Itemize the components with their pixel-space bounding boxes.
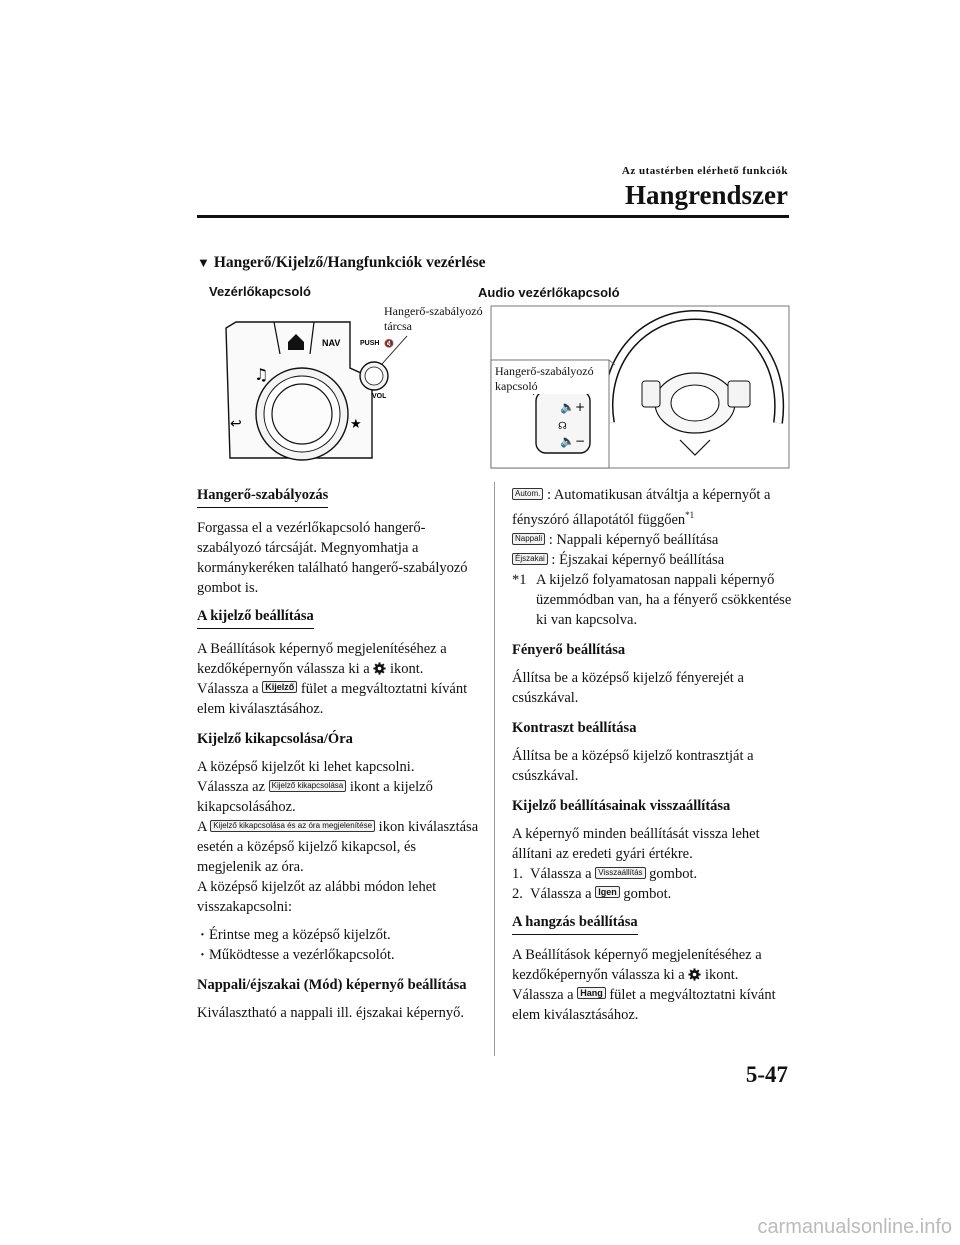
footnote-mark: *1 — [512, 571, 527, 588]
knob-nav-label: NAV — [322, 338, 341, 348]
volume-up-icon: 🔈+ — [560, 400, 585, 414]
page-number: 5-47 — [745, 1062, 788, 1087]
callout-switch-line1: Hangerő-szabályozó — [495, 364, 594, 378]
text: gombot. — [649, 865, 698, 882]
sound-tab-button[interactable]: Hang — [577, 987, 606, 999]
callout-dial-line2: tárcsa — [384, 319, 412, 333]
paragraph-day-night: Kiválasztható a nappali ill. éjszakai képernyő. — [197, 1005, 464, 1021]
text: Válassza a — [512, 986, 574, 1003]
header-section-label: Az utastérben elérhető funkciók — [621, 165, 788, 177]
text: ikon kiválasztása esetén a középső kijelző kikapcsol, és megjelenik az óra. — [197, 819, 479, 875]
column-divider — [494, 482, 495, 1056]
text: : Éjszakai képernyő beállítása — [551, 551, 725, 568]
callout-volume-switch — [495, 364, 594, 394]
right-column — [512, 485, 794, 1025]
step-number: 2. — [512, 885, 523, 902]
paragraph-display-off — [197, 757, 479, 917]
step-1 — [512, 864, 794, 884]
text: Válassza az — [197, 779, 266, 795]
knob-push-label: PUSH — [360, 340, 380, 347]
knob-vol-label: VOL — [372, 393, 387, 400]
left-column — [197, 485, 479, 1023]
mute-icon: 🔇 — [384, 339, 394, 348]
controller-center — [272, 384, 332, 444]
option-auto — [512, 485, 794, 530]
text: fület a megváltoztatni kívánt elem kiválasztásához. — [197, 681, 468, 717]
heading-reset-display: Kijelző beállításainak visszaállítása — [512, 797, 731, 814]
triangle-down-icon: ▼ — [197, 255, 210, 270]
night-button[interactable]: Éjszakai — [512, 553, 548, 565]
gear-icon — [688, 968, 701, 981]
figure-label-audio-switch: Audio vezérlőkapcsoló — [478, 285, 620, 300]
footnote-text: A kijelző folyamatosan nappali képernyő üzemmódban van, ha a fényerő csökkentése ki van kapcsolva. — [536, 571, 792, 628]
paragraph-brightness: Állítsa be a középső kijelző fényerejét a csúszkával. — [512, 669, 744, 706]
volume-down-icon: 🔈− — [560, 434, 585, 448]
watermark: carmanualsonline.info — [757, 1216, 952, 1238]
heading-contrast: Kontraszt beállítása — [512, 719, 637, 736]
text: ikont a kijelző kikapcsolásához. — [197, 779, 433, 815]
paragraph-display-settings — [197, 639, 479, 719]
bullet-touch-display: · Érintse meg a középső kijelzőt. — [197, 925, 479, 945]
heading-sound-settings: A hangzás beállítása — [512, 912, 638, 935]
step-2 — [512, 884, 794, 904]
text: A középső kijelzőt az alábbi módon lehet visszakapcsolni: — [197, 879, 437, 915]
display-tab-button[interactable]: Kijelző — [262, 681, 297, 693]
music-note-icon: ♫ — [254, 365, 269, 384]
paragraph-reset: A képernyő minden beállítását vissza lehet állítani az eredeti gyári értékre. — [512, 825, 760, 862]
gear-icon — [373, 662, 386, 675]
text: A Beállítások képernyő megjelenítéséhez a kezdőképernyőn válassza ki a — [197, 641, 447, 677]
day-button[interactable]: Nappali — [512, 533, 545, 545]
paragraph-contrast: Állítsa be a középső kijelző kontrasztját a csúszkával. — [512, 747, 754, 784]
step-number: 1. — [512, 865, 523, 882]
heading-day-night-mode: Nappali/éjszakai (Mód) képernyő beállítása — [197, 977, 467, 993]
paragraph-volume: Forgassa el a vezérlőkapcsoló hangerő-szabályozó tárcsáját. Megnyomhatja a kormánykeréken található hangerő-szabályozó gombot is. — [197, 520, 468, 596]
header-title: Hangrendszer — [625, 180, 788, 210]
text: Válassza a — [197, 681, 259, 697]
yes-button[interactable]: Igen — [595, 886, 620, 898]
heading-display-settings: A kijelző beállítása — [197, 606, 314, 629]
paragraph-sound-settings — [512, 945, 794, 1025]
auto-button[interactable]: Autom. — [512, 488, 543, 500]
callout-dial-line1: Hangerő-szabályozó — [384, 304, 483, 318]
text: Válassza a — [530, 865, 592, 882]
reset-button[interactable]: Visszaállítás — [595, 867, 645, 879]
callout-switch-line2: kapcsoló — [495, 379, 538, 393]
section-title — [197, 254, 486, 272]
text: A középső kijelzőt ki lehet kapcsolni. — [197, 759, 415, 775]
text: A Beállítások képernyő megjelenítéséhez a kezdőképernyőn válassza ki a — [512, 946, 762, 983]
text: A — [197, 819, 207, 835]
bullet-use-controller: · Működtesse a vezérlőkapcsolót. — [197, 945, 479, 965]
text: gombot. — [623, 885, 672, 902]
heading-brightness: Fényerő beállítása — [512, 641, 626, 658]
option-night — [512, 550, 794, 570]
back-arrow-icon: ↩ — [230, 416, 242, 432]
text: fület a megváltoztatni kívánt elem kiválasztásához. — [512, 986, 776, 1023]
section-title-text: Hangerő/Kijelző/Hangfunkciók vezérlése — [213, 254, 486, 271]
figure-label-controller: Vezérlőkapcsoló — [209, 284, 311, 299]
header-rule — [197, 215, 789, 218]
display-off-clock-button[interactable]: Kijelző kikapcsolása és az óra megjelenítése — [210, 820, 375, 832]
text: : Nappali képernyő beállítása — [548, 531, 719, 548]
text: ikont. — [704, 966, 739, 983]
heading-display-off-clock: Kijelző kikapcsolása/Óra — [197, 731, 353, 747]
text: Válassza a — [530, 885, 592, 902]
text: : Automatikusan átváltja a képernyőt a fényszóró állapotától függően — [512, 487, 771, 528]
text: ikont. — [389, 661, 424, 677]
option-day — [512, 530, 794, 550]
footnote-ref: *1 — [685, 510, 695, 520]
voice-icon: ☊ — [558, 421, 567, 432]
heading-volume-control: Hangerő-szabályozás — [197, 485, 328, 508]
display-off-button[interactable]: Kijelző kikapcsolása — [269, 780, 347, 792]
commander-knob-illustration — [222, 318, 412, 466]
star-icon: ★ — [350, 417, 362, 432]
footnote — [512, 570, 794, 630]
